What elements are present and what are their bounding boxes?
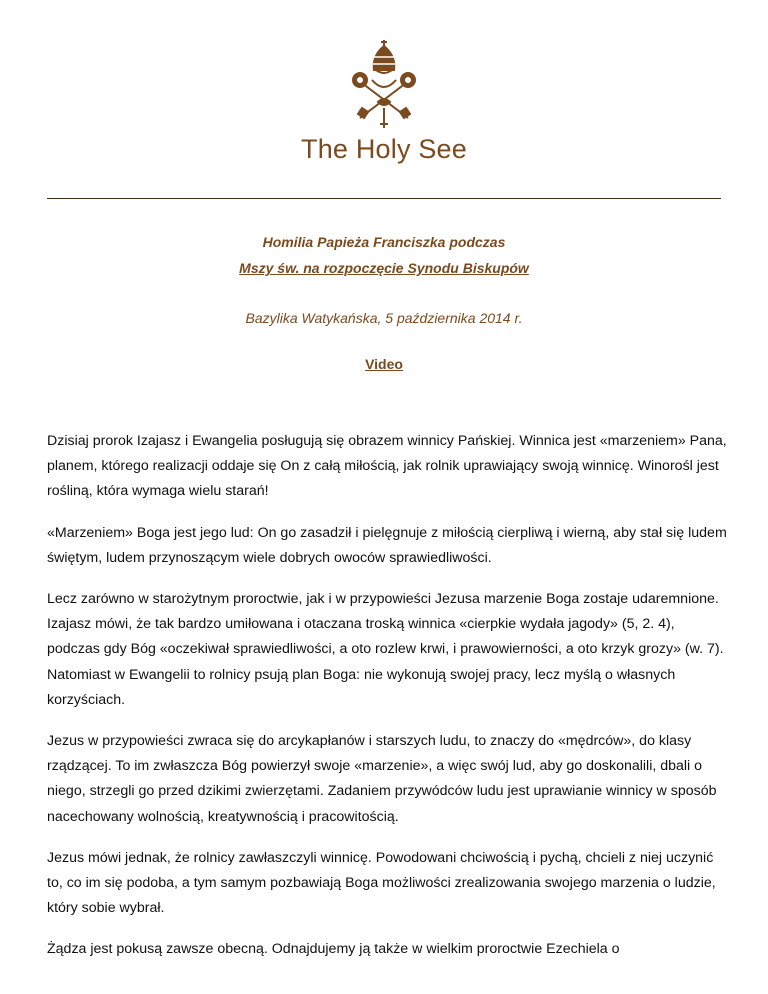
paragraph: Żądza jest pokusą zawsze obecną. Odnajdujemy ją także w wielkim proroctwie Ezechiela o — [47, 941, 620, 958]
papal-coat-of-arms-icon — [336, 36, 432, 132]
site-title: The Holy See — [301, 134, 467, 164]
paragraph: Dzisiaj prorok Izajasz i Ewangelia posługują się obrazem winnicy Pańskiej. Winnica jest «marzeniem» Pana, planem, którego realizacji oddaje się On z całą miłością, jak rolnik uprawiający swoją winnicę. Winorośl jest rośliną, która wymaga wielu starań! — [47, 433, 727, 500]
homily-title-line2: Mszy św. na rozpoczęcie Synodu Biskupów — [239, 260, 529, 276]
paragraph: Jezus mówi jednak, że rolnicy zawłaszczyli winnicę. Powodowani chciwością i pychą, chcieli z niej uczynić to, co im się podoba, a tym samym pozbawiają Boga możliwości zrealizowania swojego marzenia o ludzie, który sobie wybrał. — [47, 849, 716, 917]
paragraph: Jezus w przypowieści zwraca się do arcykapłanów i starszych ludu, to znaczy do «mędrców», do klasy rządzącej. To im zwłaszcza Bóg powierzył swoje «marzenie», a więc swój lud, aby go doskonalili, dbali o niego, strzegli go przed dzikimi zwierzętami. Zadaniem przywódców ludu jest uprawianie winnicy w sposób nacechowany wolnością, kreatywnością i pracowitością. — [47, 733, 717, 825]
paragraph: «Marzeniem» Boga jest jego lud: On go zasadził i pielęgnuje z miłością cierpliwą i wierną, aby stał się ludem świętym, ludem przynoszącym wiele dobrych owoców sprawiedliwości. — [47, 524, 727, 566]
homily-title-line1: Homilia Papieża Franciszka podczas — [262, 234, 506, 250]
header-divider — [47, 198, 721, 199]
place-and-date: Bazylika Watykańska, 5 października 2014 r. — [245, 310, 523, 326]
homily-body — [47, 429, 727, 979]
paragraph: Lecz zarówno w starożytnym proroctwie, jak i w przypowieści Jezusa marzenie Boga zostaje udaremnione. Izajasz mówi, że tak bardzo umiłowana i otaczana troską winnica «cierpkie wydała jagody» (5, 2. 4), podczas gdy Bóg «oczekiwał sprawiedliwości, a oto rozlew krwi, i prawowierności, a oto krzyk grozy» (w. 7). Natomiast w Ewangelii to rolnicy psują plan Boga: nie wykonują swojej pracy, lecz myślą o własnych korzyściach. — [47, 591, 724, 708]
video-link[interactable]: Video — [365, 356, 403, 372]
